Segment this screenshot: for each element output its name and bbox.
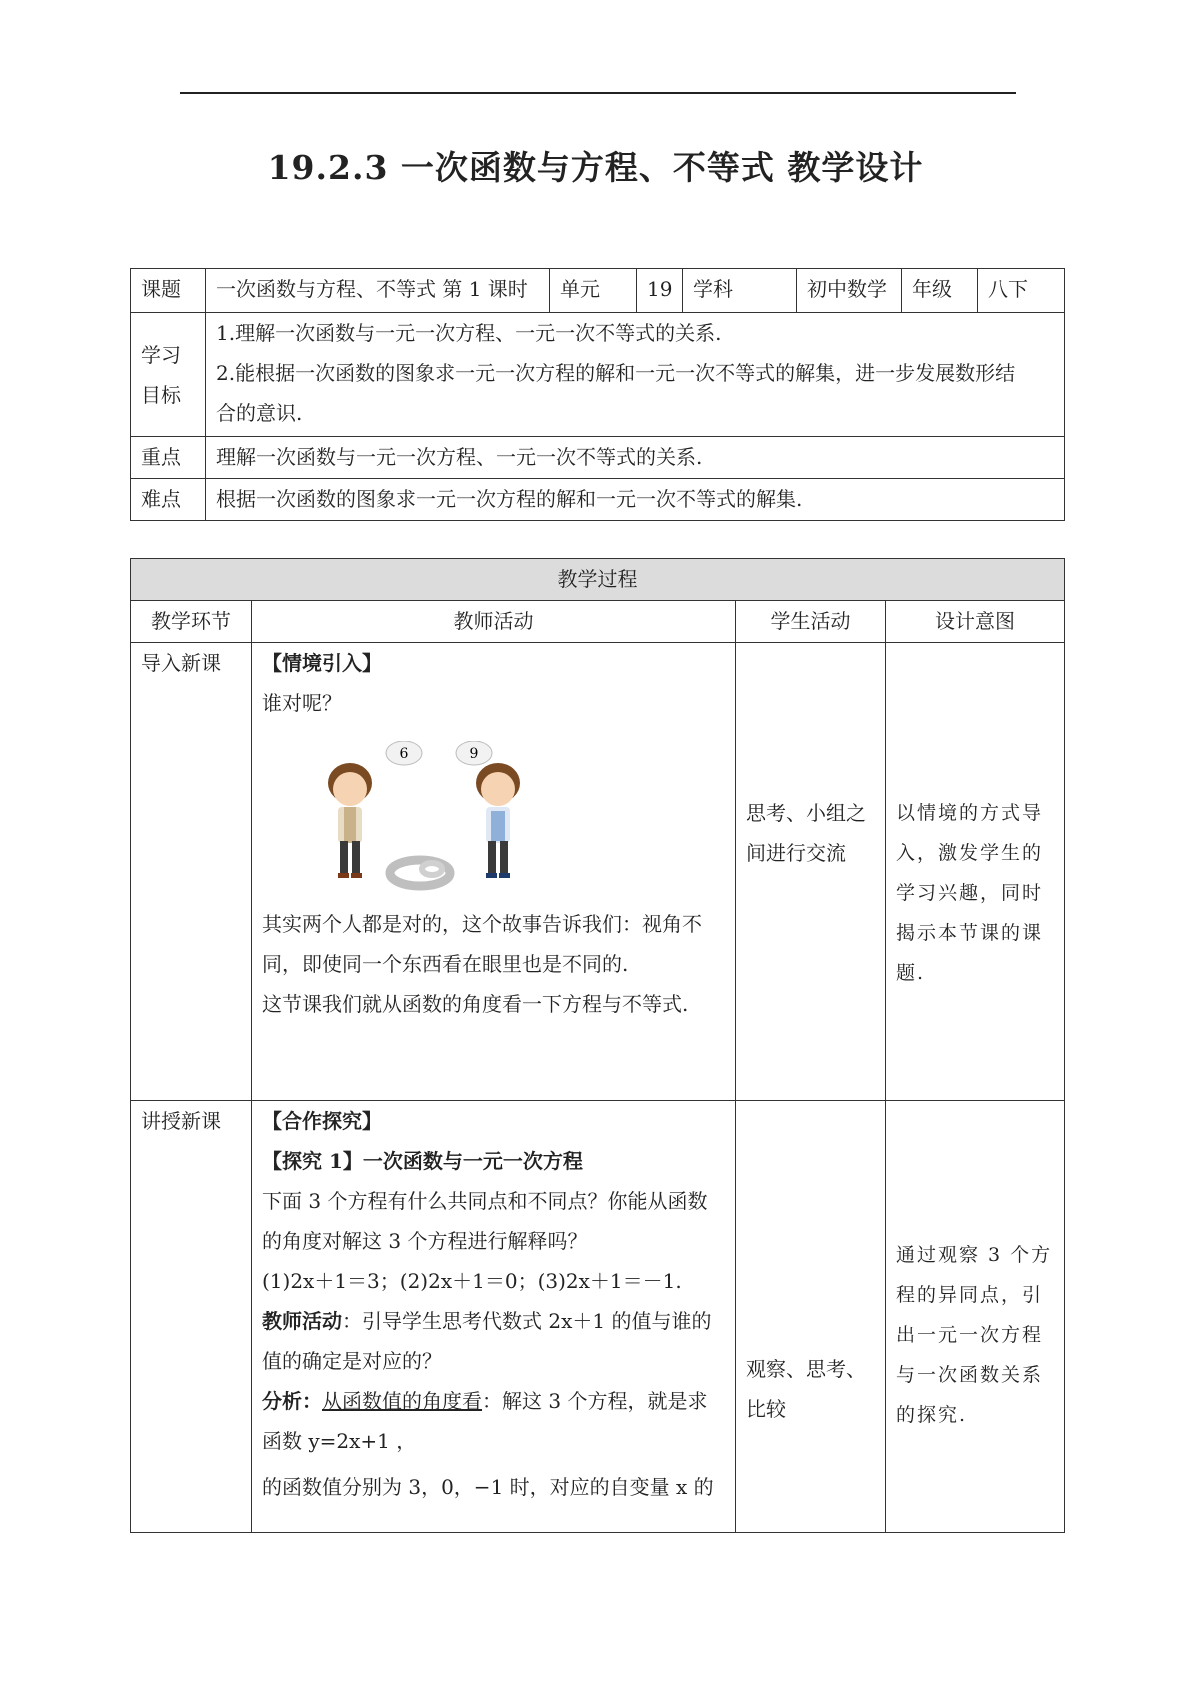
goal-1: 1.理解一次函数与一元一次方程、一元一次不等式的关系. [216, 321, 722, 345]
grade-label: 年级 [902, 269, 978, 313]
lesson-intent-cell [886, 1101, 1065, 1533]
intro-text-1b: 同，即使同一个东西看在眼里也是不同的. [262, 952, 629, 976]
lesson-student-b: 比较 [746, 1397, 786, 1421]
intro-teacher-cell [252, 643, 736, 1101]
topic-label: 课题 [131, 269, 206, 313]
lesson-equations: (1)2x＋1＝3；(2)2x＋1＝0；(3)2x＋1＝－1. [262, 1269, 682, 1293]
header-rule [180, 92, 1016, 94]
intro-intent-cell [886, 643, 1065, 1101]
teacher-activity-line [262, 1301, 725, 1341]
unit-value: 19 [637, 269, 683, 313]
col-teacher: 教师活动 [252, 601, 736, 643]
key-value: 理解一次函数与一元一次方程、一元一次不等式的关系. [206, 437, 1065, 479]
process-table [130, 558, 1065, 1533]
boy-right-figure [476, 763, 520, 878]
goals-label [131, 313, 206, 437]
info-table [130, 268, 1065, 521]
intro-text-1a: 其实两个人都是对的，这个故事告诉我们：视角不 [262, 912, 702, 936]
two-boys-illustration [292, 741, 552, 891]
lesson-teacher-cell [252, 1101, 736, 1533]
difficult-label: 难点 [131, 479, 206, 521]
intro-student-b: 间进行交流 [746, 841, 846, 865]
process-header: 教学过程 [131, 559, 1065, 601]
intro-student-cell [736, 643, 886, 1101]
analysis-text-c: 的函数值分别为 3，0，−1 时，对应的自变量 x 的 [262, 1475, 714, 1499]
goal-2a: 2.能根据一次函数的图象求一元一次方程的解和一元一次不等式的解集，进一步发展数形结 [216, 361, 1016, 385]
difficult-value: 根据一次函数的图象求一元一次方程的解和一元一次不等式的解集. [206, 479, 1065, 521]
lesson-intent-e: 的探究. [896, 1404, 968, 1426]
lesson-intent-a: 通过观察 3 个方 [896, 1244, 1053, 1266]
lesson-question-a: 下面 3 个方程有什么共同点和不同点？你能从函数 [262, 1189, 708, 1213]
intro-intent-e: 题. [896, 962, 926, 984]
intro-question: 谁对呢？ [262, 691, 342, 715]
teacher-activity-tag: 教师活动 [262, 1309, 342, 1333]
bubble-right-text: 9 [469, 746, 479, 762]
col-intent: 设计意图 [886, 601, 1065, 643]
lesson-student-a: 观察、思考、 [746, 1357, 866, 1381]
explore-1-tag: 【探究 1】 [262, 1149, 363, 1173]
subject-label: 学科 [683, 269, 797, 313]
lesson-intent-c: 出一元一次方程 [896, 1324, 1044, 1346]
lesson-intent-b: 程的异同点，引 [896, 1284, 1044, 1306]
col-student: 学生活动 [736, 601, 886, 643]
intro-intent-d: 揭示本节课的课 [896, 922, 1044, 944]
goal-2b: 合的意识. [216, 401, 303, 425]
bubble-left-text: 6 [399, 746, 409, 762]
lesson-heading: 【合作探究】 [262, 1109, 382, 1133]
goals-label-line-2: 目标 [141, 382, 181, 407]
unit-label: 单元 [550, 269, 637, 313]
analysis-line [262, 1381, 725, 1421]
analysis-text-a: ：解这 3 个方程，就是求 [482, 1389, 708, 1413]
explore-1-title: 一次函数与一元一次方程 [362, 1149, 583, 1173]
goals-content [206, 313, 1065, 437]
lesson-question-b: 的角度对解这 3 个方程进行解释吗？ [262, 1229, 588, 1253]
stage-intro: 导入新课 [131, 643, 252, 1101]
intro-intent-a: 以情境的方式导 [896, 802, 1044, 824]
analysis-text-b: 函数 y=2x+1 ， [262, 1429, 417, 1453]
key-label: 重点 [131, 437, 206, 479]
analysis-underline: 从函数值的角度看 [322, 1389, 482, 1413]
intro-heading: 【情境引入】 [262, 651, 382, 675]
subject-value: 初中数学 [797, 269, 902, 313]
intro-intent-c: 学习兴趣，同时 [896, 882, 1044, 904]
intro-intent-b: 入，激发学生的 [896, 842, 1044, 864]
intro-text-2: 这节课我们就从函数的角度看一下方程与不等式. [262, 992, 689, 1016]
analysis-tag: 分析： [262, 1389, 322, 1413]
floor-numeral-figure [390, 860, 450, 886]
lesson-student-cell [736, 1101, 886, 1533]
stage-new-lesson: 讲授新课 [131, 1101, 252, 1533]
boy-left-figure [328, 763, 372, 878]
teacher-activity-text-a: ：引导学生思考代数式 2x＋1 的值与谁的 [342, 1309, 712, 1333]
intro-student-a: 思考、小组之 [746, 801, 866, 825]
grade-value: 八下 [978, 269, 1065, 313]
document-title: 19.2.3 一次函数与方程、不等式 教学设计 [267, 148, 924, 187]
lesson-intent-d: 与一次函数关系 [896, 1364, 1044, 1386]
topic-value: 一次函数与方程、不等式 第 1 课时 [206, 269, 550, 313]
teacher-activity-text-b: 值的确定是对应的？ [262, 1349, 442, 1373]
explore-1-heading [262, 1141, 725, 1181]
goals-label-line-1: 学习 [141, 342, 181, 367]
col-stage: 教学环节 [131, 601, 252, 643]
